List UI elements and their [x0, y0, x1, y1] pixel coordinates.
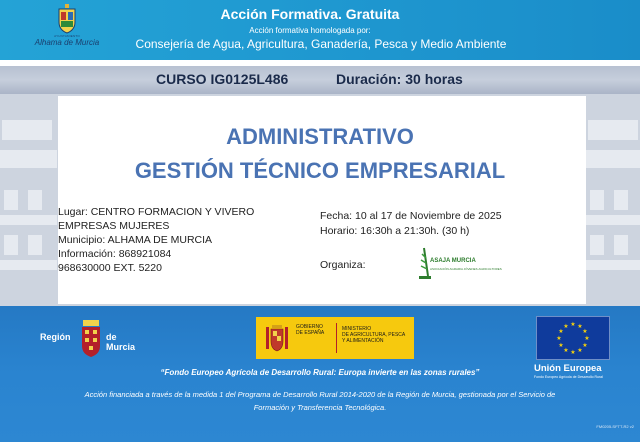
info-phone: Información: 868921084 [58, 248, 172, 260]
svg-text:★: ★ [570, 349, 576, 356]
organizer-sub: ASOCIACIÓN AGRARIA JÓVENES AGRICULTORES [430, 267, 502, 271]
svg-text:★: ★ [556, 335, 562, 342]
course-bar [0, 66, 640, 94]
location-info [58, 205, 254, 275]
svg-text:★: ★ [584, 335, 590, 342]
organizer-name: ASAJA MURCIA [430, 258, 476, 264]
svg-text:★: ★ [563, 323, 569, 330]
homologation-text: Acción formativa homologada por: [249, 26, 371, 35]
eu-sub: Fondo Europeo Agrícola de Desarrollo Rural [534, 375, 603, 379]
svg-text:★: ★ [558, 328, 564, 335]
heraldic-crown-left-icon [0, 100, 62, 300]
logo-name: Alhama de Murcia [34, 38, 100, 47]
financing-line1: Acción financiada a través de la medida 1 del Programa de Desarrollo Rural 2014-2020 de la Región de Murcia, gestionada por el Servicio de [84, 390, 556, 399]
municipality: Municipio: ALHAMA DE MURCIA [58, 234, 213, 246]
svg-text:★: ★ [570, 321, 576, 328]
gov-divider [336, 323, 337, 353]
financing-text [40, 388, 600, 414]
logo-caption: AYUNTAMIENTO [54, 34, 80, 38]
asaja-logo [418, 246, 502, 282]
eu-flag [536, 316, 610, 360]
department-text: Consejería de Agua, Agricultura, Ganadería, Pesca y Medio Ambiente [135, 37, 507, 51]
spain-government-logo [256, 317, 414, 359]
region-label-left: Región [40, 332, 71, 342]
svg-text:★: ★ [582, 328, 588, 335]
alhama-logo [30, 4, 104, 56]
course-title: ADMINISTRATIVO [226, 124, 414, 149]
murcia-crest-icon [80, 318, 102, 358]
course-dates: Fecha: 10 al 17 de Noviembre de 2025 [320, 210, 502, 222]
heraldic-crown-right-icon [578, 100, 640, 300]
location-line1: Lugar: CENTRO FORMACION Y VIVERO [58, 206, 255, 218]
organizer-label: Organiza: [320, 259, 366, 271]
crest-icon [57, 4, 77, 34]
location-line2: EMPRESAS MUJERES [58, 220, 170, 232]
course-subtitle: GESTIÓN TÉCNICO EMPRESARIAL [134, 158, 506, 183]
course-schedule: Horario: 16:30h a 21:30h. (30 h) [320, 225, 470, 237]
course-duration: Duración: 30 horas [336, 71, 463, 87]
banner-title: Acción Formativa. Gratuita [220, 6, 400, 22]
gov-label: GOBIERNO DE ESPAÑA [296, 324, 325, 336]
spain-coat-of-arms-icon [264, 323, 290, 353]
schedule-info [320, 209, 502, 239]
svg-text:★: ★ [558, 342, 564, 349]
eu-label: Unión Europea [534, 363, 602, 374]
info-phone2: 968630000 EXT. 5220 [58, 262, 162, 274]
svg-text:★: ★ [582, 342, 588, 349]
reference-code: FM0205-SFTT-R2 v2 [596, 424, 634, 429]
svg-text:★: ★ [563, 347, 569, 354]
region-label-right: de Murcia [106, 332, 136, 352]
svg-text:★: ★ [577, 347, 583, 354]
financing-line2: Formación y Transferencia Tecnológica. [253, 403, 387, 412]
course-code: CURSO IG0125L486 [156, 71, 289, 87]
fund-slogan: “Fondo Europeo Agrícola de Desarrollo Rural: Europa invierte en las zonas rurales” [160, 368, 480, 377]
eu-stars-icon [537, 317, 609, 359]
svg-text:★: ★ [577, 323, 583, 330]
ministry-label: MINISTERIO DE AGRICULTURA, PESCA Y ALIMENTACIÓN [342, 326, 406, 344]
